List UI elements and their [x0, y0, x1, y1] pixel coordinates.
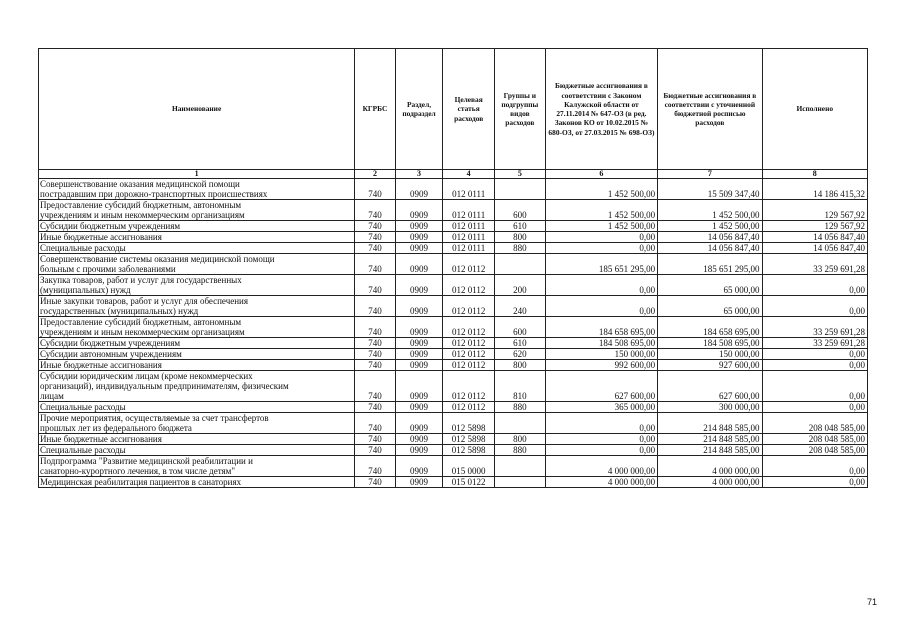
expense-group-cell: 600 [495, 200, 546, 221]
executed-cell: 208 048 585,00 [762, 445, 867, 456]
section-cell: 0909 [395, 402, 443, 413]
section-cell: 0909 [395, 179, 443, 200]
executed-cell: 0,00 [762, 371, 867, 402]
row-name-line: (муниципальных) нужд [40, 285, 131, 295]
law-allocation-cell: 0,00 [545, 296, 657, 317]
row-name-cell [39, 413, 355, 434]
law-allocation-cell: 0,00 [545, 232, 657, 243]
executed-cell: 33 259 691,28 [762, 317, 867, 338]
target-article-cell: 012 0111 [443, 221, 495, 232]
section-cell: 0909 [395, 232, 443, 243]
row-name-line: больным с прочими заболеваниями [40, 264, 176, 274]
row-name-line: учреждениям и иным некоммерческим организациям [40, 327, 245, 337]
column-number: 7 [658, 170, 762, 179]
target-article-cell: 012 0112 [443, 254, 495, 275]
expense-group-cell: 800 [495, 232, 546, 243]
section-cell: 0909 [395, 371, 443, 402]
row-name-line: Иные бюджетные ассигнования [40, 360, 162, 370]
row-name-line: учреждениям и иным некоммерческим организациям [40, 210, 245, 220]
target-article-cell: 012 0112 [443, 371, 495, 402]
expense-group-cell: 610 [495, 338, 546, 349]
section-cell: 0909 [395, 445, 443, 456]
section-cell: 0909 [395, 434, 443, 445]
header-executed: Исполнено [762, 49, 867, 170]
refined-allocation-cell: 15 509 347,40 [658, 179, 762, 200]
target-article-cell: 012 0111 [443, 243, 495, 254]
table-row [39, 413, 868, 434]
row-name-line: Прочие мероприятия, осуществляемые за счет трансфертов [40, 413, 269, 423]
row-name-cell [39, 338, 355, 349]
row-name-cell [39, 349, 355, 360]
row-name-cell [39, 371, 355, 402]
row-name-line: Предоставление субсидий бюджетным, автономным [40, 200, 242, 210]
row-name-line: пострадавшим при дорожно-транспортных происшествиях [40, 189, 268, 199]
table-row [39, 477, 868, 488]
section-cell: 0909 [395, 317, 443, 338]
expense-group-cell [495, 413, 546, 434]
law-allocation-cell: 150 000,00 [545, 349, 657, 360]
executed-cell: 208 048 585,00 [762, 434, 867, 445]
row-name-line: организаций), индивидуальным предпринимателям, физическим [40, 381, 289, 391]
kgrbs-cell: 740 [355, 477, 396, 488]
table-row [39, 296, 868, 317]
column-number-row [39, 170, 868, 179]
law-allocation-cell: 0,00 [545, 275, 657, 296]
row-name-line: Субсидии юридическим лицам (кроме некоммерческих [40, 371, 253, 381]
expense-group-cell: 880 [495, 402, 546, 413]
expense-group-cell: 800 [495, 434, 546, 445]
header-law-allocations: Бюджетные ассигнования в соответствии с Законом Калужской области от 27.11.2014 № 647-ОЗ (в ред. Законов КО от 10.02.2015 № 680-ОЗ, от 27.03.2015 № 698-ОЗ) [545, 49, 657, 170]
row-name-cell [39, 232, 355, 243]
column-number: 6 [545, 170, 657, 179]
section-cell: 0909 [395, 296, 443, 317]
row-name-cell [39, 317, 355, 338]
kgrbs-cell: 740 [355, 402, 396, 413]
executed-cell: 208 048 585,00 [762, 413, 867, 434]
expense-group-cell: 600 [495, 317, 546, 338]
row-name-line: Специальные расходы [40, 243, 126, 253]
executed-cell: 0,00 [762, 477, 867, 488]
expense-group-cell: 620 [495, 349, 546, 360]
kgrbs-cell: 740 [355, 296, 396, 317]
law-allocation-cell: 184 508 695,00 [545, 338, 657, 349]
table-row [39, 371, 868, 402]
section-cell: 0909 [395, 349, 443, 360]
kgrbs-cell: 740 [355, 445, 396, 456]
section-cell: 0909 [395, 243, 443, 254]
law-allocation-cell: 0,00 [545, 434, 657, 445]
table-row [39, 275, 868, 296]
column-number: 8 [762, 170, 867, 179]
refined-allocation-cell: 214 848 585,00 [658, 445, 762, 456]
expense-group-cell: 880 [495, 445, 546, 456]
law-allocation-cell: 1 452 500,00 [545, 179, 657, 200]
row-name-line: санаторно-курортного лечения, в том числе детям" [40, 466, 236, 476]
expense-group-cell: 810 [495, 371, 546, 402]
executed-cell: 33 259 691,28 [762, 338, 867, 349]
kgrbs-cell: 740 [355, 179, 396, 200]
row-name-line: Совершенствование оказания медицинской помощи [40, 179, 240, 189]
expense-group-cell [495, 477, 546, 488]
row-name-cell [39, 477, 355, 488]
expense-group-cell [495, 254, 546, 275]
executed-cell: 129 567,92 [762, 200, 867, 221]
executed-cell: 0,00 [762, 275, 867, 296]
column-number: 2 [355, 170, 396, 179]
expense-group-cell: 200 [495, 275, 546, 296]
row-name-cell [39, 402, 355, 413]
column-number: 1 [39, 170, 355, 179]
kgrbs-cell: 740 [355, 317, 396, 338]
row-name-cell [39, 360, 355, 371]
target-article-cell: 012 0112 [443, 349, 495, 360]
column-number: 4 [443, 170, 495, 179]
section-cell: 0909 [395, 221, 443, 232]
row-name-line: Подпрограмма "Развитие медицинской реабилитации и [40, 456, 253, 466]
kgrbs-cell: 740 [355, 360, 396, 371]
row-name-cell [39, 275, 355, 296]
kgrbs-cell: 740 [355, 243, 396, 254]
target-article-cell: 012 0111 [443, 179, 495, 200]
target-article-cell: 012 5898 [443, 434, 495, 445]
law-allocation-cell: 185 651 295,00 [545, 254, 657, 275]
row-name-cell [39, 456, 355, 477]
law-allocation-cell: 184 658 695,00 [545, 317, 657, 338]
law-allocation-cell: 4 000 000,00 [545, 477, 657, 488]
refined-allocation-cell: 185 651 295,00 [658, 254, 762, 275]
table-row [39, 179, 868, 200]
refined-allocation-cell: 14 056 847,40 [658, 232, 762, 243]
target-article-cell: 012 5898 [443, 413, 495, 434]
law-allocation-cell: 0,00 [545, 445, 657, 456]
row-name-line: государственных (муниципальных) нужд [40, 306, 199, 316]
row-name-line: Иные бюджетные ассигнования [40, 232, 162, 242]
header-row [39, 49, 868, 170]
expense-group-cell: 880 [495, 243, 546, 254]
table-row [39, 434, 868, 445]
target-article-cell: 012 0112 [443, 275, 495, 296]
executed-cell: 129 567,92 [762, 221, 867, 232]
target-article-cell: 012 0111 [443, 232, 495, 243]
refined-allocation-cell: 4 000 000,00 [658, 477, 762, 488]
target-article-cell: 012 0112 [443, 317, 495, 338]
expense-group-cell: 800 [495, 360, 546, 371]
executed-cell: 14 056 847,40 [762, 232, 867, 243]
column-number: 5 [495, 170, 546, 179]
refined-allocation-cell: 1 452 500,00 [658, 200, 762, 221]
row-name-line: Медицинская реабилитация пациентов в санаториях [40, 477, 242, 487]
table-row [39, 200, 868, 221]
header-target-article: Целевая статья расходов [443, 49, 495, 170]
refined-allocation-cell: 927 600,00 [658, 360, 762, 371]
row-name-line: Субсидии бюджетным учреждениям [40, 338, 181, 348]
table-row [39, 360, 868, 371]
row-name-line: Специальные расходы [40, 402, 126, 412]
kgrbs-cell: 740 [355, 338, 396, 349]
expense-group-cell [495, 179, 546, 200]
law-allocation-cell: 365 000,00 [545, 402, 657, 413]
law-allocation-cell: 992 600,00 [545, 360, 657, 371]
section-cell: 0909 [395, 456, 443, 477]
refined-allocation-cell: 65 000,00 [658, 275, 762, 296]
refined-allocation-cell: 1 452 500,00 [658, 221, 762, 232]
row-name-line: Иные бюджетные ассигнования [40, 434, 162, 444]
column-number: 3 [395, 170, 443, 179]
target-article-cell: 012 5898 [443, 445, 495, 456]
refined-allocation-cell: 214 848 585,00 [658, 413, 762, 434]
target-article-cell: 012 0112 [443, 296, 495, 317]
budget-table [38, 48, 868, 488]
target-article-cell: 015 0122 [443, 477, 495, 488]
table-row [39, 402, 868, 413]
target-article-cell: 012 0112 [443, 338, 495, 349]
header-section: Раздел, подраздел [395, 49, 443, 170]
table-row [39, 445, 868, 456]
refined-allocation-cell: 65 000,00 [658, 296, 762, 317]
kgrbs-cell: 740 [355, 413, 396, 434]
row-name-line: Предоставление субсидий бюджетным, автономным [40, 317, 242, 327]
row-name-cell [39, 179, 355, 200]
row-name-line: Совершенствование системы оказания медицинской помощи [40, 254, 275, 264]
table-row [39, 338, 868, 349]
table-row [39, 349, 868, 360]
refined-allocation-cell: 214 848 585,00 [658, 434, 762, 445]
section-cell: 0909 [395, 254, 443, 275]
refined-allocation-cell: 150 000,00 [658, 349, 762, 360]
table-row [39, 243, 868, 254]
page-number: 71 [866, 597, 877, 607]
executed-cell: 0,00 [762, 349, 867, 360]
header-refined-allocations: Бюджетные ассигнования в соответствии с уточненной бюджетной росписью расходов [658, 49, 762, 170]
header-name: Наименование [39, 49, 355, 170]
law-allocation-cell: 627 600,00 [545, 371, 657, 402]
executed-cell: 0,00 [762, 402, 867, 413]
refined-allocation-cell: 184 508 695,00 [658, 338, 762, 349]
kgrbs-cell: 740 [355, 232, 396, 243]
kgrbs-cell: 740 [355, 434, 396, 445]
table-row [39, 232, 868, 243]
kgrbs-cell: 740 [355, 275, 396, 296]
law-allocation-cell: 1 452 500,00 [545, 200, 657, 221]
executed-cell: 0,00 [762, 456, 867, 477]
row-name-line: прошлых лет из федерального бюджета [40, 423, 192, 433]
row-name-cell [39, 296, 355, 317]
kgrbs-cell: 740 [355, 371, 396, 402]
kgrbs-cell: 740 [355, 349, 396, 360]
law-allocation-cell: 0,00 [545, 413, 657, 434]
row-name-line: Субсидии бюджетным учреждениям [40, 221, 181, 231]
target-article-cell: 015 0000 [443, 456, 495, 477]
executed-cell: 0,00 [762, 296, 867, 317]
target-article-cell: 012 0112 [443, 402, 495, 413]
header-kgrbs: КГРБС [355, 49, 396, 170]
kgrbs-cell: 740 [355, 200, 396, 221]
refined-allocation-cell: 627 600,00 [658, 371, 762, 402]
budget-report-sheet [38, 48, 868, 488]
row-name-line: Иные закупки товаров, работ и услуг для обеспечения [40, 296, 248, 306]
row-name-line: лицам [40, 391, 64, 401]
target-article-cell: 012 0111 [443, 200, 495, 221]
refined-allocation-cell: 184 658 695,00 [658, 317, 762, 338]
expense-group-cell [495, 456, 546, 477]
law-allocation-cell: 1 452 500,00 [545, 221, 657, 232]
row-name-cell [39, 254, 355, 275]
refined-allocation-cell: 14 056 847,40 [658, 243, 762, 254]
row-name-line: Закупка товаров, работ и услуг для государственных [40, 275, 242, 285]
row-name-cell [39, 221, 355, 232]
row-name-cell [39, 243, 355, 254]
table-row [39, 317, 868, 338]
executed-cell: 14 186 415,32 [762, 179, 867, 200]
expense-group-cell: 240 [495, 296, 546, 317]
table-row [39, 221, 868, 232]
section-cell: 0909 [395, 413, 443, 434]
kgrbs-cell: 740 [355, 254, 396, 275]
target-article-cell: 012 0112 [443, 360, 495, 371]
table-body [39, 179, 868, 488]
refined-allocation-cell: 300 000,00 [658, 402, 762, 413]
table-row [39, 254, 868, 275]
section-cell: 0909 [395, 477, 443, 488]
section-cell: 0909 [395, 360, 443, 371]
law-allocation-cell: 0,00 [545, 243, 657, 254]
law-allocation-cell: 4 000 000,00 [545, 456, 657, 477]
row-name-line: Специальные расходы [40, 445, 126, 455]
executed-cell: 0,00 [762, 360, 867, 371]
row-name-cell [39, 200, 355, 221]
row-name-line: Субсидии автономным учреждениям [40, 349, 182, 359]
row-name-cell [39, 434, 355, 445]
expense-group-cell: 610 [495, 221, 546, 232]
header-expense-groups: Группы и подгруппы видов расходов [495, 49, 546, 170]
refined-allocation-cell: 4 000 000,00 [658, 456, 762, 477]
kgrbs-cell: 740 [355, 456, 396, 477]
section-cell: 0909 [395, 275, 443, 296]
executed-cell: 14 056 847,40 [762, 243, 867, 254]
table-row [39, 456, 868, 477]
executed-cell: 33 259 691,28 [762, 254, 867, 275]
section-cell: 0909 [395, 338, 443, 349]
row-name-cell [39, 445, 355, 456]
section-cell: 0909 [395, 200, 443, 221]
kgrbs-cell: 740 [355, 221, 396, 232]
